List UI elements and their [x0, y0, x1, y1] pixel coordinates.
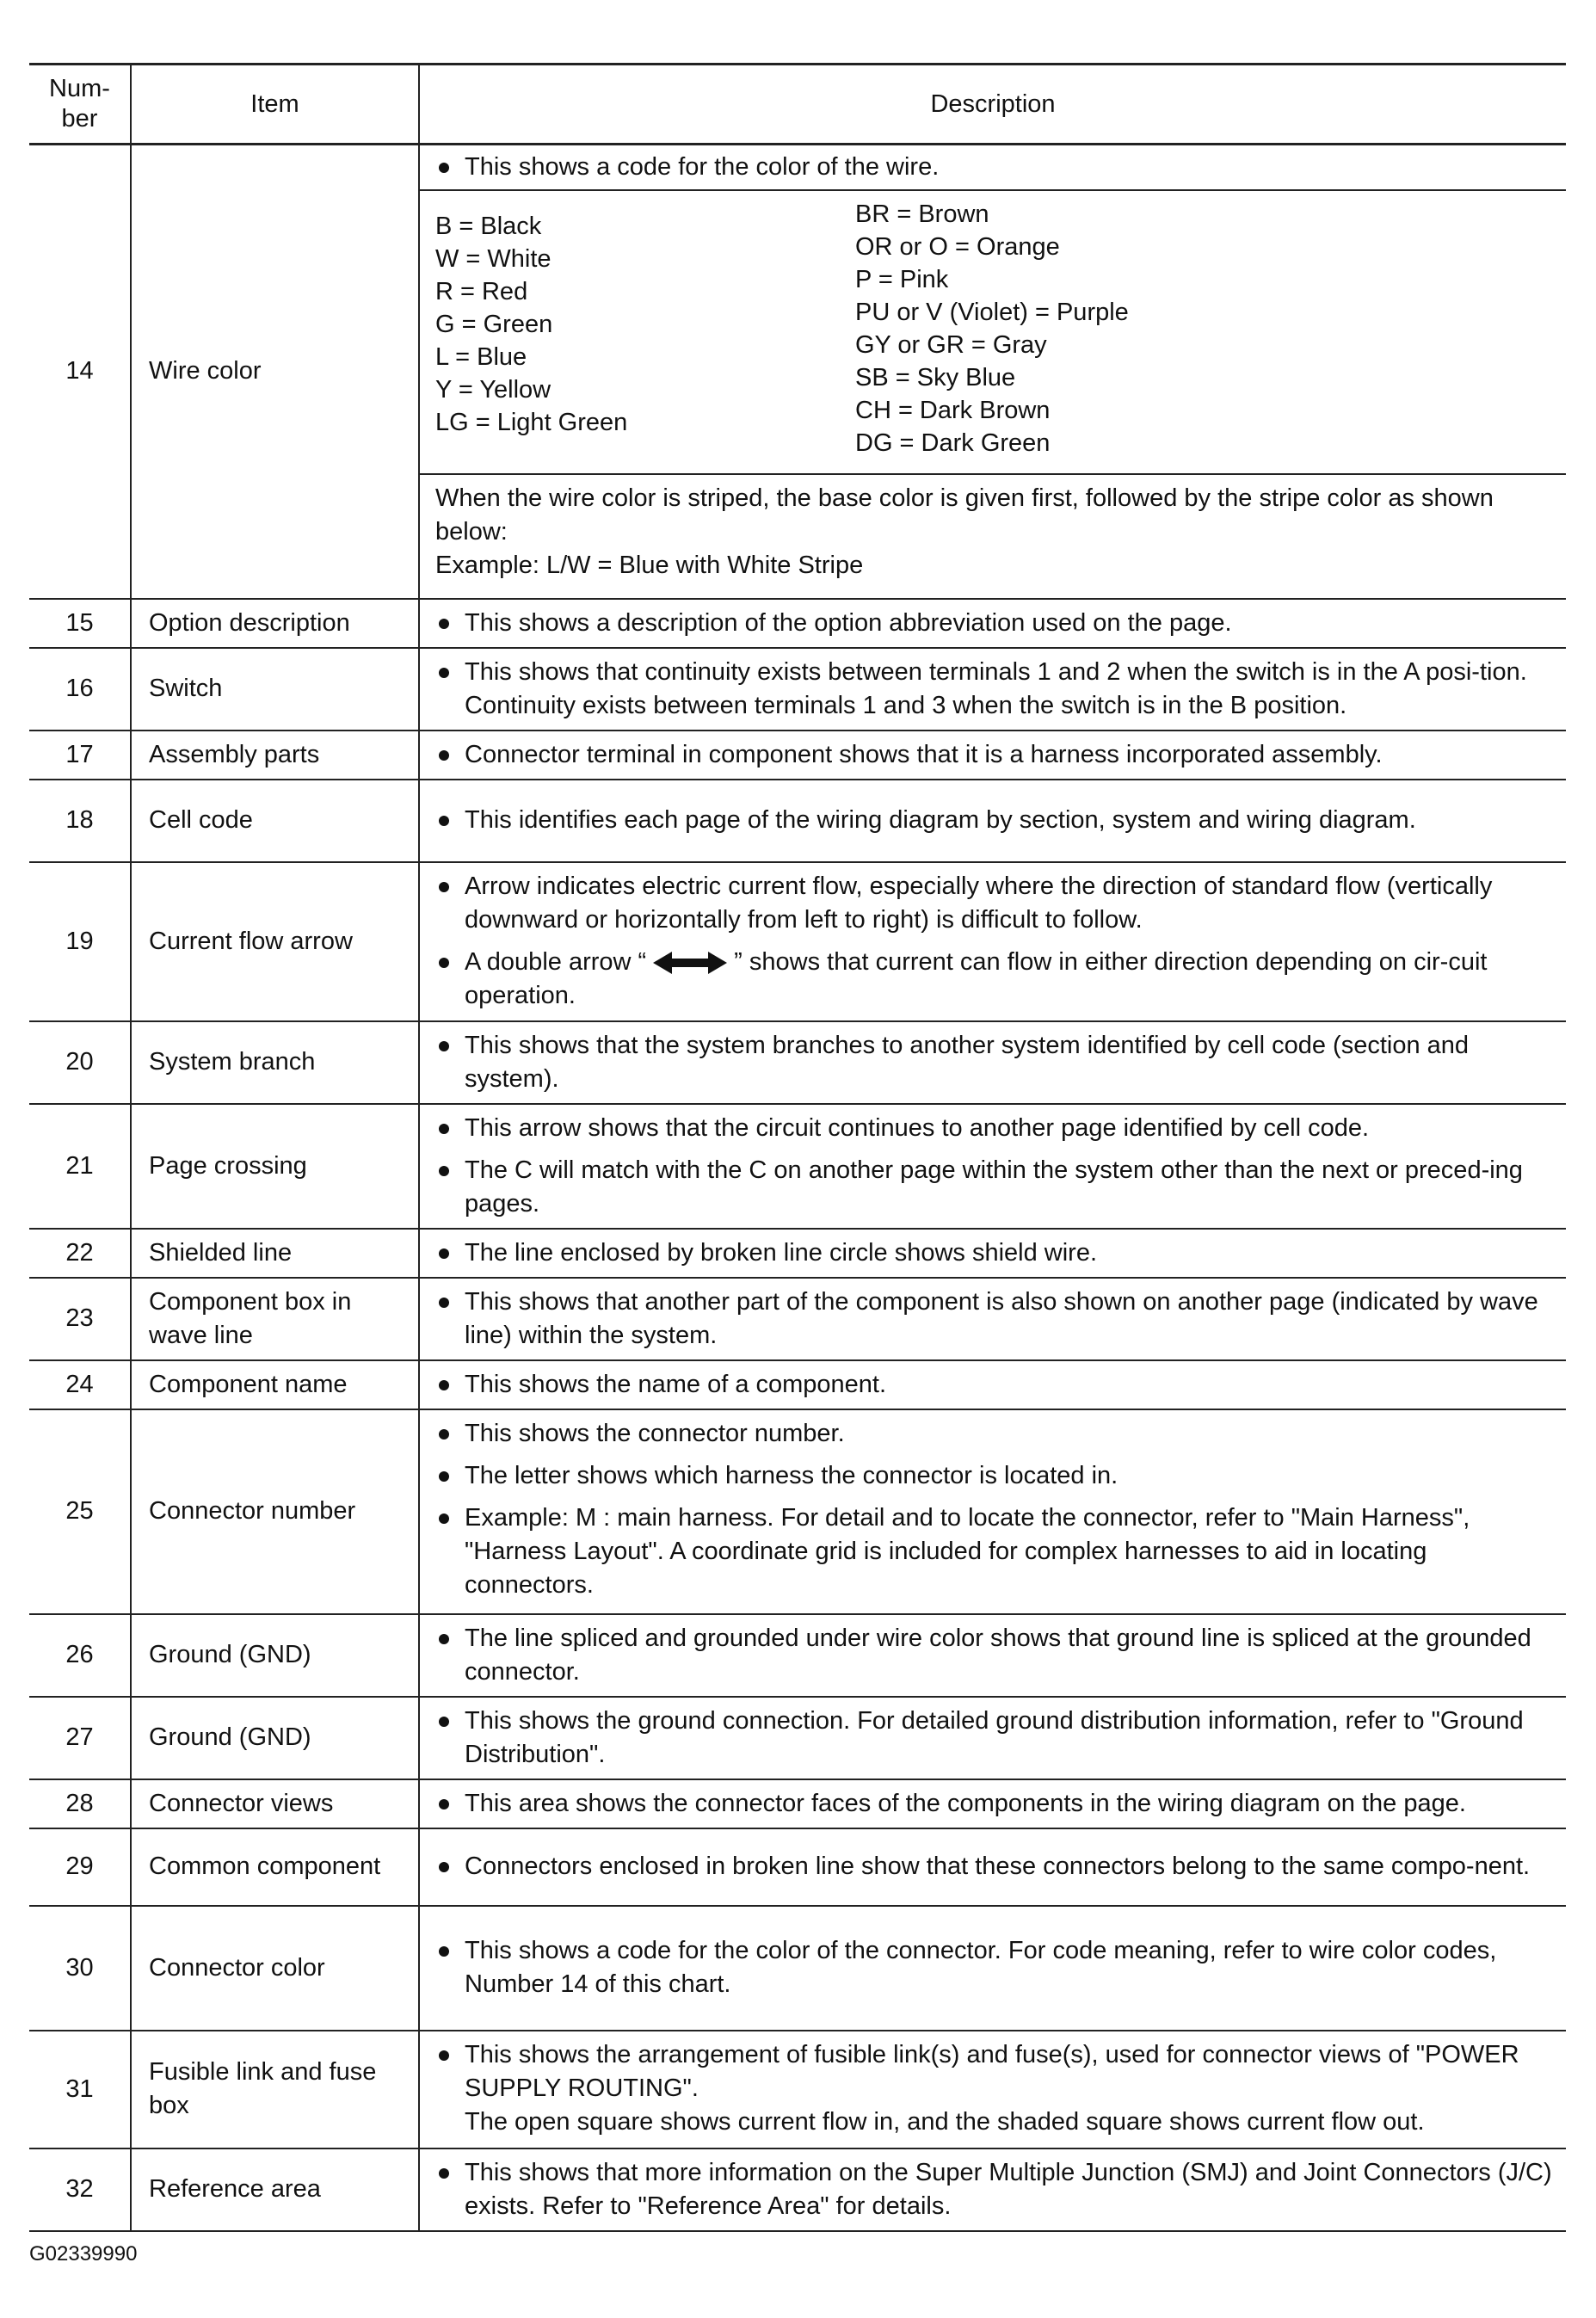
- row-item: Cell code: [131, 780, 419, 862]
- table-row: [29, 1906, 1566, 2031]
- document: [29, 63, 1566, 2232]
- bullet-text: This area shows the connector faces of the components in the wiring diagram on the page.: [435, 1787, 1554, 1821]
- bullet-text: This shows that another part of the component is also shown on another page (indicated by wave line) within the system.: [435, 1285, 1554, 1353]
- row-item: Reference area: [131, 2148, 419, 2231]
- bullet-text: This shows the name of a component.: [435, 1368, 1554, 1402]
- bullet-text: This shows that the system branches to another system identified by cell code (section and system).: [435, 1029, 1554, 1096]
- wire-color-code: CH = Dark Brown: [855, 397, 1051, 424]
- row-number: 20: [29, 1021, 131, 1104]
- row-number: 27: [29, 1697, 131, 1779]
- table-row: [29, 1697, 1566, 1779]
- wire-color-code: BR = Brown: [855, 200, 989, 228]
- header-item: Item: [131, 65, 419, 145]
- row-item: Ground (GND): [131, 1614, 419, 1697]
- row-description: [419, 862, 1566, 1021]
- row-number: 32: [29, 2148, 131, 2231]
- table-row: [29, 731, 1566, 780]
- wire-color-code: LG = Light Green: [435, 409, 628, 436]
- table-row: [29, 1278, 1566, 1360]
- wire-color-code: PU or V (Violet) = Purple: [855, 299, 1129, 326]
- row-description: [419, 1278, 1566, 1360]
- row-item: Wire color: [131, 145, 419, 599]
- row-item: Shielded line: [131, 1229, 419, 1278]
- double-arrow-note: [435, 946, 1554, 1013]
- row-number: 18: [29, 780, 131, 862]
- row-number: 31: [29, 2031, 131, 2148]
- legend-table: [29, 63, 1566, 2232]
- table-row: [29, 1360, 1566, 1409]
- row-number: 15: [29, 599, 131, 648]
- table-row: [29, 1828, 1566, 1906]
- header-number: Num- ber: [29, 65, 131, 145]
- row-number: 16: [29, 648, 131, 731]
- bullet-text: Example: M : main harness. For detail and to locate the connector, refer to "Main Harness", "Harness Layout". A coordinate grid is included for complex harnesses to aid in locating connectors.: [435, 1501, 1554, 1602]
- wire-color-note: [420, 475, 1566, 586]
- wire-color-code: OR or O = Orange: [855, 233, 1060, 261]
- table-row: [29, 145, 1566, 599]
- table-row: [29, 862, 1566, 1021]
- row-description: [419, 1614, 1566, 1697]
- bullet-text: Arrow indicates electric current flow, especially where the direction of standard flow (vertically downward or horizontally from left to right) is difficult to follow.: [435, 870, 1554, 937]
- row-item: Component box in wave line: [131, 1278, 419, 1360]
- row-description: [419, 1697, 1566, 1779]
- figure-code: G02339990: [29, 2242, 138, 2266]
- row-item: Assembly parts: [131, 731, 419, 780]
- wire-color-code: DG = Dark Green: [855, 429, 1051, 457]
- row-description: [419, 1409, 1566, 1614]
- row-number: 24: [29, 1360, 131, 1409]
- table-row: [29, 1229, 1566, 1278]
- row-item: Connector color: [131, 1906, 419, 2031]
- row-item: System branch: [131, 1021, 419, 1104]
- wire-color-code: P = Pink: [855, 266, 949, 293]
- wire-color-code: B = Black: [435, 213, 542, 240]
- wire-color-code: W = White: [435, 245, 552, 273]
- row-number: 28: [29, 1779, 131, 1828]
- row-description: [419, 1104, 1566, 1229]
- row-item: Connector number: [131, 1409, 419, 1614]
- wire-color-code: L = Blue: [435, 343, 527, 371]
- bullet-text: This shows a description of the option abbreviation used on the page.: [435, 607, 1554, 640]
- wire-color-code: SB = Sky Blue: [855, 364, 1016, 391]
- header-description: Description: [419, 65, 1566, 145]
- row-number: 29: [29, 1828, 131, 1906]
- row-description: [419, 731, 1566, 780]
- bullet-text: This shows that more information on the Super Multiple Junction (SMJ) and Joint Connectors (J/C) exists. Refer to "Reference Area" for details.: [435, 2156, 1554, 2223]
- row-number: 23: [29, 1278, 131, 1360]
- row-description: [419, 1021, 1566, 1104]
- bullet-text: This arrow shows that the circuit continues to another page identified by cell code.: [435, 1112, 1554, 1145]
- bullet-text: The C will match with the C on another page within the system other than the next or preced-ing pages.: [435, 1154, 1554, 1221]
- wire-color-code: GY or GR = Gray: [855, 331, 1047, 359]
- table-row: [29, 780, 1566, 862]
- bullet-text: This identifies each page of the wiring diagram by section, system and wiring diagram.: [435, 804, 1554, 837]
- row-number: 21: [29, 1104, 131, 1229]
- arrow-note-after: ” shows that current can flow in either direction depending on cir-cuit operation.: [465, 947, 1488, 1009]
- bullet-text: This shows the ground connection. For detailed ground distribution information, refer to "Ground Distribution".: [435, 1705, 1554, 1772]
- table-row: [29, 1104, 1566, 1229]
- row-number: 17: [29, 731, 131, 780]
- wire-color-intro: [420, 145, 1566, 191]
- row-description: [419, 145, 1566, 599]
- wire-color-code: R = Red: [435, 278, 528, 305]
- row-description: [419, 599, 1566, 648]
- row-description: [419, 648, 1566, 731]
- table-row: [29, 1614, 1566, 1697]
- table-row: [29, 1021, 1566, 1104]
- table-row: [29, 1779, 1566, 1828]
- bullet-text: The line spliced and grounded under wire color shows that ground line is spliced at the grounded connector.: [435, 1622, 1554, 1689]
- bullet-text: The letter shows which harness the connector is located in.: [435, 1459, 1554, 1493]
- double-arrow-icon: [651, 950, 729, 976]
- arrow-note-before: A double arrow “: [465, 947, 647, 976]
- row-item: Fusible link and fuse box: [131, 2031, 419, 2148]
- wire-color-codes-left: [435, 198, 855, 459]
- header-row: [29, 65, 1566, 145]
- row-number: 19: [29, 862, 131, 1021]
- table-row: [29, 2148, 1566, 2231]
- row-item: Page crossing: [131, 1104, 419, 1229]
- wire-color-code: Y = Yellow: [435, 376, 552, 404]
- bullet-text: Connectors enclosed in broken line show that these connectors belong to the same compo-nent.: [435, 1850, 1554, 1883]
- row-number: 26: [29, 1614, 131, 1697]
- table-row: [29, 2031, 1566, 2148]
- bullet-text: This shows the connector number.: [435, 1417, 1554, 1451]
- row-description: [419, 780, 1566, 862]
- row-description: [419, 1828, 1566, 1906]
- row-description: [419, 1906, 1566, 2031]
- extra-note: The open square shows current flow in, and the shaded square shows current flow out.: [465, 2107, 1425, 2136]
- row-item: Option description: [131, 599, 419, 648]
- row-item: Connector views: [131, 1779, 419, 1828]
- wire-color-codes: [420, 191, 1566, 475]
- row-item: Ground (GND): [131, 1697, 419, 1779]
- wire-color-codes-right: [855, 198, 1554, 459]
- bullet-text: Connector terminal in component shows that it is a harness incorporated assembly.: [435, 738, 1554, 772]
- row-number: 25: [29, 1409, 131, 1614]
- row-item: Component name: [131, 1360, 419, 1409]
- row-item: Switch: [131, 648, 419, 731]
- wire-color-code: G = Green: [435, 311, 553, 338]
- bullet-text: This shows a code for the color of the wire.: [435, 151, 1554, 184]
- table-row: [29, 1409, 1566, 1614]
- bullet-text: This shows a code for the color of the connector. For code meaning, refer to wire color codes, Number 14 of this chart.: [435, 1934, 1554, 2001]
- row-description: [419, 2031, 1566, 2148]
- row-item: Common component: [131, 1828, 419, 1906]
- bullet-text: This shows the arrangement of fusible link(s) and fuse(s), used for connector views of "POWER SUPPLY ROUTING".: [435, 2038, 1554, 2105]
- row-item: Current flow arrow: [131, 862, 419, 1021]
- bullet-text: This shows that continuity exists between terminals 1 and 2 when the switch is in the A posi-tion. Continuity exists between terminals 1 and 3 when the switch is in the B position.: [435, 656, 1554, 723]
- table-row: [29, 648, 1566, 731]
- table-row: [29, 599, 1566, 648]
- row-description: [419, 1779, 1566, 1828]
- row-description: [419, 1229, 1566, 1278]
- stripe-note: When the wire color is striped, the base color is given first, followed by the stripe color as shown below:: [435, 484, 1494, 546]
- stripe-example: Example: L/W = Blue with White Stripe: [435, 552, 864, 579]
- row-description: [419, 2148, 1566, 2231]
- row-description: [419, 1360, 1566, 1409]
- row-number: 30: [29, 1906, 131, 2031]
- row-number: 14: [29, 145, 131, 599]
- bullet-text: The line enclosed by broken line circle shows shield wire.: [435, 1236, 1554, 1270]
- row-number: 22: [29, 1229, 131, 1278]
